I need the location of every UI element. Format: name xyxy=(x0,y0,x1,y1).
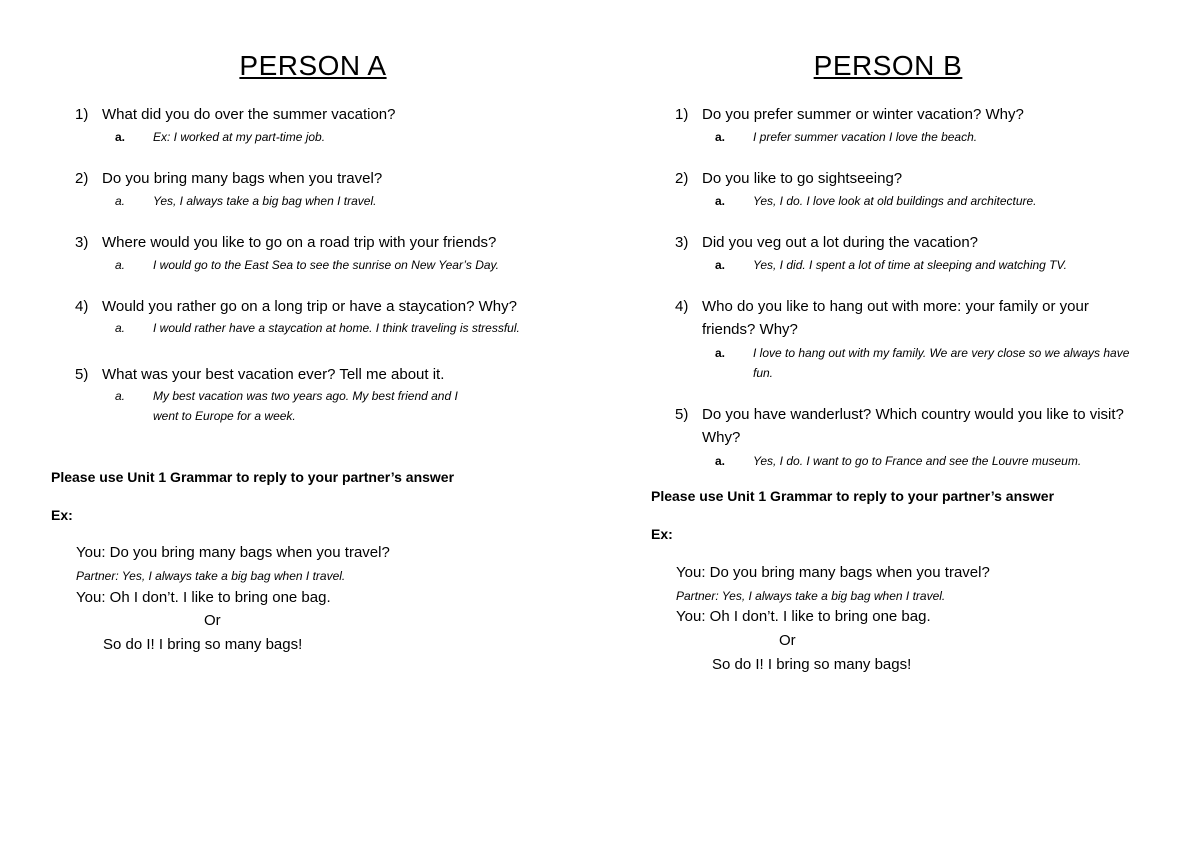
question-number: 4) xyxy=(75,298,89,315)
person-b-instruction: Please use Unit 1 Grammar to reply to your partner’s answer xyxy=(651,488,1055,504)
answer-letter: a. xyxy=(115,194,126,208)
person-a-example-or: Or xyxy=(204,612,221,629)
question-text: Do you bring many bags when you travel? xyxy=(102,170,383,187)
answer-letter: a. xyxy=(115,389,126,403)
question-text: What was your best vacation ever? Tell me about it. xyxy=(102,366,445,383)
question-number: 1) xyxy=(675,106,689,123)
person-a-title: PERSON A xyxy=(239,50,387,81)
answer-letter: a. xyxy=(715,130,726,144)
answer-text: Yes, I do. I want to go to France and see the Louvre museum. xyxy=(753,454,1082,468)
question-number: 2) xyxy=(75,170,89,187)
person-b-example-partner: Partner: Yes, I always take a big bag when I travel. xyxy=(676,589,946,603)
person-a-answer-2 xyxy=(50,191,590,211)
person-a-question-2 xyxy=(50,167,590,190)
question-number: 3) xyxy=(75,234,89,251)
answer-text: Yes, I do. I love look at old buildings and architecture. xyxy=(753,194,1037,208)
person-b-answer-5 xyxy=(650,451,1150,471)
question-number: 3) xyxy=(675,234,689,251)
person-a-ex-label: Ex: xyxy=(51,507,73,523)
answer-letter: a. xyxy=(715,454,726,468)
answer-text: I prefer summer vacation I love the beach. xyxy=(753,130,978,144)
answer-text: My best vacation was two years ago. My best friend and I went to Europe for a week. xyxy=(153,389,458,423)
person-b-title: PERSON B xyxy=(813,50,963,81)
person-a-example-alt-reply: So do I! I bring so many bags! xyxy=(103,636,303,653)
person-b-answer-1 xyxy=(650,127,1150,147)
answer-text: I would go to the East Sea to see the sunrise on New Year’s Day. xyxy=(153,258,499,272)
question-number: 2) xyxy=(675,170,689,187)
person-a-question-5 xyxy=(50,363,590,386)
person-a-answer-5 xyxy=(50,386,590,426)
person-b-ex-label: Ex: xyxy=(651,526,673,542)
question-number: 5) xyxy=(75,366,89,383)
person-b-question-1 xyxy=(650,103,1150,126)
question-text: What did you do over the summer vacation? xyxy=(102,106,396,123)
question-text: Did you veg out a lot during the vacation? xyxy=(702,234,979,251)
person-b-example-or: Or xyxy=(779,632,796,649)
person-a-example-partner: Partner: Yes, I always take a big bag when I travel. xyxy=(76,569,346,583)
answer-letter: a. xyxy=(115,258,126,272)
answer-text: I would rather have a staycation at home. I think traveling is stressful. xyxy=(153,321,520,335)
person-a-answer-1 xyxy=(50,127,590,147)
person-b-example-reply: You: Oh I don’t. I like to bring one bag. xyxy=(676,608,931,625)
person-b-example-question: You: Do you bring many bags when you travel? xyxy=(676,564,990,581)
question-text: Where would you like to go on a road trip with your friends? xyxy=(102,234,497,251)
person-b-answer-2 xyxy=(650,191,1150,211)
answer-text: I love to hang out with my family. We are very close so we always have fun. xyxy=(753,346,1130,380)
person-b-answer-3 xyxy=(650,255,1150,275)
person-b-example-alt-reply: So do I! I bring so many bags! xyxy=(712,656,912,673)
answer-text: Yes, I did. I spent a lot of time at sleeping and watching TV. xyxy=(753,258,1067,272)
person-a-example-reply: You: Oh I don’t. I like to bring one bag. xyxy=(76,589,331,606)
answer-letter: a. xyxy=(115,130,126,144)
question-text: Do you have wanderlust? Which country would you like to visit? Why? xyxy=(702,406,1124,446)
answer-text: Yes, I always take a big bag when I travel. xyxy=(153,194,377,208)
answer-text: Ex: I worked at my part-time job. xyxy=(153,130,326,144)
answer-letter: a. xyxy=(715,346,726,360)
answer-letter: a. xyxy=(715,194,726,208)
person-a-question-3 xyxy=(50,231,590,254)
question-number: 4) xyxy=(675,298,689,315)
person-a-question-4 xyxy=(50,295,590,318)
question-text: Who do you like to hang out with more: your family or your friends? Why? xyxy=(702,298,1089,338)
person-a-instruction: Please use Unit 1 Grammar to reply to your partner’s answer xyxy=(51,469,455,485)
person-b-question-2 xyxy=(650,167,1150,190)
question-text: Do you prefer summer or winter vacation? Why? xyxy=(702,106,1024,123)
answer-letter: a. xyxy=(715,258,726,272)
person-a-question-1 xyxy=(50,103,590,126)
person-a-answer-4 xyxy=(50,318,590,338)
person-b-answer-4 xyxy=(650,343,1150,383)
question-text: Would you rather go on a long trip or have a staycation? Why? xyxy=(102,298,517,315)
person-b-question-3 xyxy=(650,231,1150,254)
question-number: 1) xyxy=(75,106,89,123)
person-b-question-5 xyxy=(650,403,1150,449)
answer-letter: a. xyxy=(115,321,126,335)
question-text: Do you like to go sightseeing? xyxy=(702,170,903,187)
person-a-answer-3 xyxy=(50,255,590,275)
person-b-question-4 xyxy=(650,295,1150,341)
question-number: 5) xyxy=(675,406,689,423)
person-a-example-question: You: Do you bring many bags when you travel? xyxy=(76,544,390,561)
